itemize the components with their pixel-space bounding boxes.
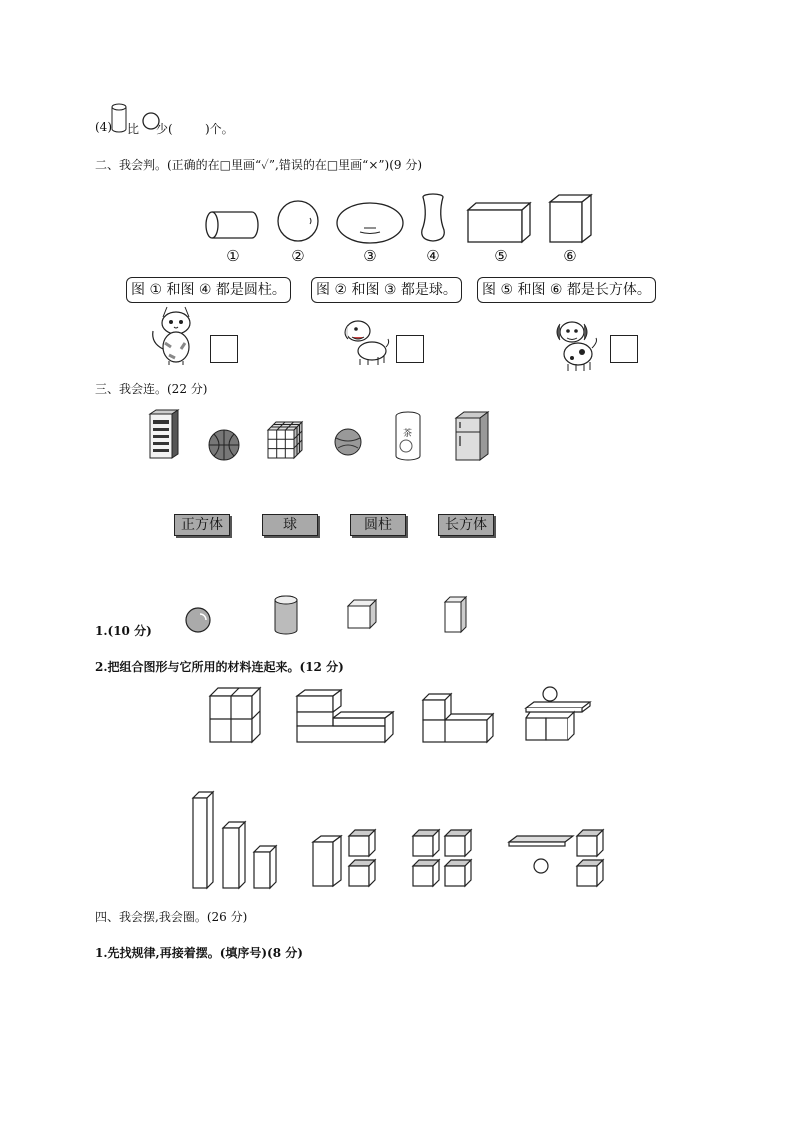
sphere-icon <box>186 608 210 632</box>
shape-number-6: ⑥ <box>563 247 577 265</box>
section2-title: 二、我会判。(正确的在□里画“✓”,错误的在□里画“×”)(9 分) <box>95 158 423 172</box>
materials-group-4 <box>509 830 603 886</box>
cuboid-small-icon <box>445 597 466 632</box>
cylinder-icon <box>275 596 297 634</box>
label-ball[interactable]: 球 <box>262 514 318 536</box>
materials-group-1 <box>193 792 276 888</box>
q2-label <box>95 658 344 675</box>
composite-shape-1 <box>210 688 260 742</box>
cabinet-icon <box>150 410 178 458</box>
composite-shapes-row <box>200 678 600 748</box>
speech-bubble-3: 图 ⑤ 和图 ⑥ 都是长方体。 <box>477 277 656 303</box>
materials-group-2 <box>313 830 375 886</box>
shape-number-2: ② <box>291 247 305 265</box>
composite-shape-2 <box>297 690 393 742</box>
horizontal-cylinder-icon <box>206 212 258 238</box>
answer-box-2[interactable] <box>396 335 424 363</box>
puppy-icon <box>340 315 392 367</box>
vase-icon <box>422 194 445 241</box>
ball-icon <box>278 201 318 241</box>
objects-row <box>140 408 500 464</box>
cube-icon <box>348 600 376 628</box>
answer-box-3[interactable] <box>610 335 638 363</box>
q4-prefix: (4) <box>95 120 112 134</box>
small-ball-icon <box>335 429 361 455</box>
shape-number-5: ⑤ <box>494 247 508 265</box>
cat-icon <box>145 303 205 367</box>
cuboid-icon <box>468 203 530 242</box>
label-cuboid[interactable]: 长方体 <box>438 514 494 536</box>
refrigerator-icon <box>456 412 488 460</box>
q2-label-text: 2.把组合图形与它所用的材料连起来。(12 分) <box>95 660 344 674</box>
label-cube[interactable]: 正方体 <box>174 514 230 536</box>
shape-number-1: ① <box>226 247 240 265</box>
jar-char: 茶 <box>403 429 413 439</box>
section3-title: 三、我会连。(22 分) <box>95 382 208 396</box>
tall-box-icon <box>550 195 591 242</box>
ellipsoid-icon <box>337 203 403 243</box>
s4q1-label-text: 1.先找规律,再接着摆。(填序号)(8 分) <box>95 946 303 960</box>
rubiks-cube-icon <box>268 422 302 458</box>
composite-shape-3 <box>423 694 493 742</box>
speech-bubble-2: 图 ② 和图 ③ 都是球。 <box>311 277 462 303</box>
q1-label-text: 1.(10 分) <box>95 624 152 638</box>
q4-bi: 比 <box>127 122 140 136</box>
dog-icon <box>552 318 602 373</box>
materials-group-3 <box>413 830 471 886</box>
speech-bubble-1: 图 ① 和图 ④ 都是圆柱。 <box>126 277 291 303</box>
materials-row <box>185 788 615 892</box>
q4-suffix: )个。 <box>205 122 234 136</box>
answer-box-1[interactable] <box>210 335 238 363</box>
tea-jar-icon <box>396 412 420 460</box>
shapes-row <box>200 190 600 250</box>
section4-title: 四、我会摆,我会圈。(26 分) <box>95 910 248 924</box>
s4q1-label <box>95 944 303 961</box>
small-cylinder-icon <box>110 103 128 133</box>
shape-number-4: ④ <box>426 247 440 265</box>
composite-shape-4 <box>526 687 590 740</box>
q4-shao: 少( <box>156 122 173 136</box>
basketball-icon <box>209 430 239 460</box>
q1-label <box>95 622 152 639</box>
label-cylinder[interactable]: 圆柱 <box>350 514 406 536</box>
shape-number-3: ③ <box>363 247 377 265</box>
q1-shapes <box>180 592 480 636</box>
